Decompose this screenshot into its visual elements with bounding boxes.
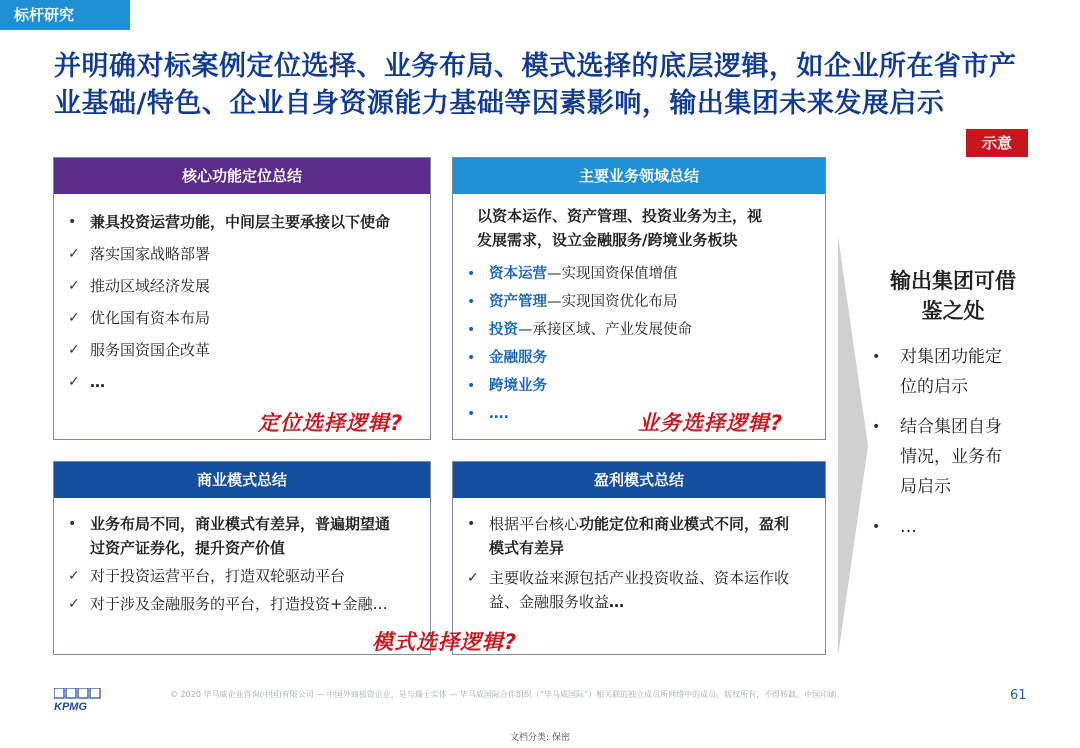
list-item	[68, 366, 416, 398]
list-item	[68, 512, 416, 560]
business-areas-card	[452, 157, 826, 440]
takeaways-list	[870, 342, 1030, 552]
list-item	[467, 288, 811, 316]
list-item-text: 对于投资运营平台，打造双轮驱动平台	[90, 567, 346, 585]
business-item-desc: —实现国资保值增值	[547, 266, 678, 282]
business-logic-label: 业务选择逻辑?	[638, 411, 784, 435]
check-icon: ✓	[68, 568, 80, 584]
business-item-desc: ….	[489, 406, 510, 422]
list-item	[870, 512, 1030, 542]
list-item-text: 服务国资国企改革	[90, 341, 211, 359]
profit-model-header: 盈利模式总结	[453, 462, 825, 498]
check-icon: ✓	[68, 278, 80, 294]
list-item-text	[90, 512, 390, 560]
bullet-icon: •	[467, 378, 476, 394]
chevron-arrow-icon	[838, 236, 868, 656]
bullet-icon: •	[467, 406, 476, 422]
check-icon: ✓	[467, 570, 479, 586]
takeaways-title	[878, 266, 1028, 326]
business-item-title: 资产管理	[489, 294, 547, 310]
business-intro-line-2: 发展需求，设立金融服务/跨境业务板块	[477, 231, 738, 249]
business-areas-body	[453, 194, 825, 428]
core-function-header: 核心功能定位总结	[54, 158, 430, 194]
list-item	[467, 372, 811, 400]
check-icon: ✓	[68, 596, 80, 612]
list-item	[68, 334, 416, 366]
business-model-body	[54, 498, 430, 616]
document-classification: 文档分类: 保密	[510, 733, 570, 743]
list-item	[68, 238, 416, 270]
page-number: 61	[1010, 688, 1027, 703]
business-intro-line-1: 以资本运作、资产管理、投资业务为主，视	[477, 207, 763, 225]
check-icon: ✓	[68, 342, 80, 358]
business-areas-list	[467, 260, 811, 428]
list-item	[68, 302, 416, 334]
business-areas-header: 主要业务领域总结	[453, 158, 825, 194]
list-item-text: 优化国有资本布局	[90, 309, 211, 327]
list-item	[467, 512, 811, 560]
text-line: 局启示	[900, 477, 951, 497]
business-item-desc: —承接区域、产业发展使命	[518, 322, 692, 338]
text-line: 业务布局不同，商业模式有差异，普遍期望通	[90, 515, 391, 533]
headline-line-1: 并明确对标案例定位选择、业务布局、模式选择的底层逻辑，如企业所在省市产	[54, 51, 1017, 82]
business-item-title: 资本运营	[489, 266, 547, 282]
text-line: 主要收益来源包括产业投资收益、资本运作收	[489, 569, 790, 587]
list-item-text: 推动区域经济发展	[90, 277, 211, 295]
business-item-title: 金融服务	[489, 350, 547, 366]
kpmg-logo-icon	[54, 688, 102, 712]
check-icon: ✓	[68, 374, 80, 390]
bullet-icon: •	[872, 349, 881, 365]
svg-text:KPMG: KPMG	[54, 701, 87, 712]
list-item-text: 落实国家战略部署	[90, 245, 211, 263]
business-intro	[467, 204, 811, 252]
list-item	[467, 344, 811, 372]
list-item	[467, 566, 811, 614]
bullet-icon: •	[872, 419, 881, 435]
list-item	[467, 316, 811, 344]
title-line: 鉴之处	[921, 299, 985, 323]
text-span: 根据平台核心	[489, 515, 580, 533]
list-item	[68, 206, 416, 238]
copyright-note: © 2020 毕马威企业咨询(中国)有限公司 — 中国外商独资企业，是与瑞士实体 — 毕马威国际合作组织（“毕马威国际”）相关联的独立成员所网络中的成员。版权所有，不得转载。中国印刷。	[170, 690, 845, 699]
list-item-text	[489, 512, 789, 560]
core-function-list	[54, 194, 430, 398]
business-item-title: 跨境业务	[489, 378, 547, 394]
illustrative-badge: 示意	[966, 129, 1028, 157]
list-item	[68, 564, 416, 588]
text-line: 对集团功能定	[900, 347, 1002, 367]
list-item-text: 对于涉及金融服务的平台，打造投资+金融…	[90, 595, 388, 613]
bullet-icon: •	[467, 294, 476, 310]
page-headline	[54, 48, 1044, 122]
profit-model-body	[453, 498, 825, 614]
list-item-text	[900, 412, 1002, 502]
list-item-text	[900, 342, 1002, 402]
text-line: 过资产证券化，提升资产价值	[90, 539, 286, 557]
list-item-text: …	[90, 373, 105, 391]
model-logic-label: 模式选择逻辑?	[372, 630, 518, 654]
bullet-icon: •	[467, 322, 476, 338]
text-line: 模式有差异	[489, 539, 565, 557]
text-line: 位的启示	[900, 377, 968, 397]
bullet-icon: •	[872, 519, 881, 535]
business-item-title: 投资	[489, 322, 518, 338]
list-item	[467, 260, 811, 288]
section-tag: 标杆研究	[0, 0, 130, 30]
bullet-icon: •	[467, 350, 476, 366]
positioning-logic-label: 定位选择逻辑?	[258, 411, 404, 435]
list-item	[68, 592, 416, 616]
bullet-icon: •	[467, 516, 476, 532]
list-item-text	[489, 566, 789, 614]
list-item-text	[900, 512, 917, 542]
title-line: 输出集团可借	[890, 269, 1016, 293]
bullet-icon: •	[68, 214, 77, 230]
check-icon: ✓	[68, 246, 80, 262]
list-item	[870, 412, 1030, 502]
business-model-header: 商业模式总结	[54, 462, 430, 498]
text-span: …	[609, 593, 625, 611]
business-item-desc: —实现国资优化布局	[547, 294, 678, 310]
bullet-icon: •	[68, 516, 77, 532]
list-item	[870, 342, 1030, 402]
text-line: …	[900, 517, 917, 537]
list-item-text: 兼具投资运营功能，中间层主要承接以下使命	[90, 213, 391, 231]
text-span: 益、金融服务收益	[489, 593, 610, 611]
core-function-card	[53, 157, 431, 440]
text-span: 功能定位和商业模式不同，盈利	[579, 515, 790, 533]
text-line: 情况，业务布	[900, 447, 1002, 467]
check-icon: ✓	[68, 310, 80, 326]
text-line: 结合集团自身	[900, 417, 1002, 437]
bullet-icon: •	[467, 266, 476, 282]
headline-line-2: 业基础/特色、企业自身资源能力基础等因素影响，输出集团未来发展启示	[54, 88, 945, 119]
list-item	[68, 270, 416, 302]
